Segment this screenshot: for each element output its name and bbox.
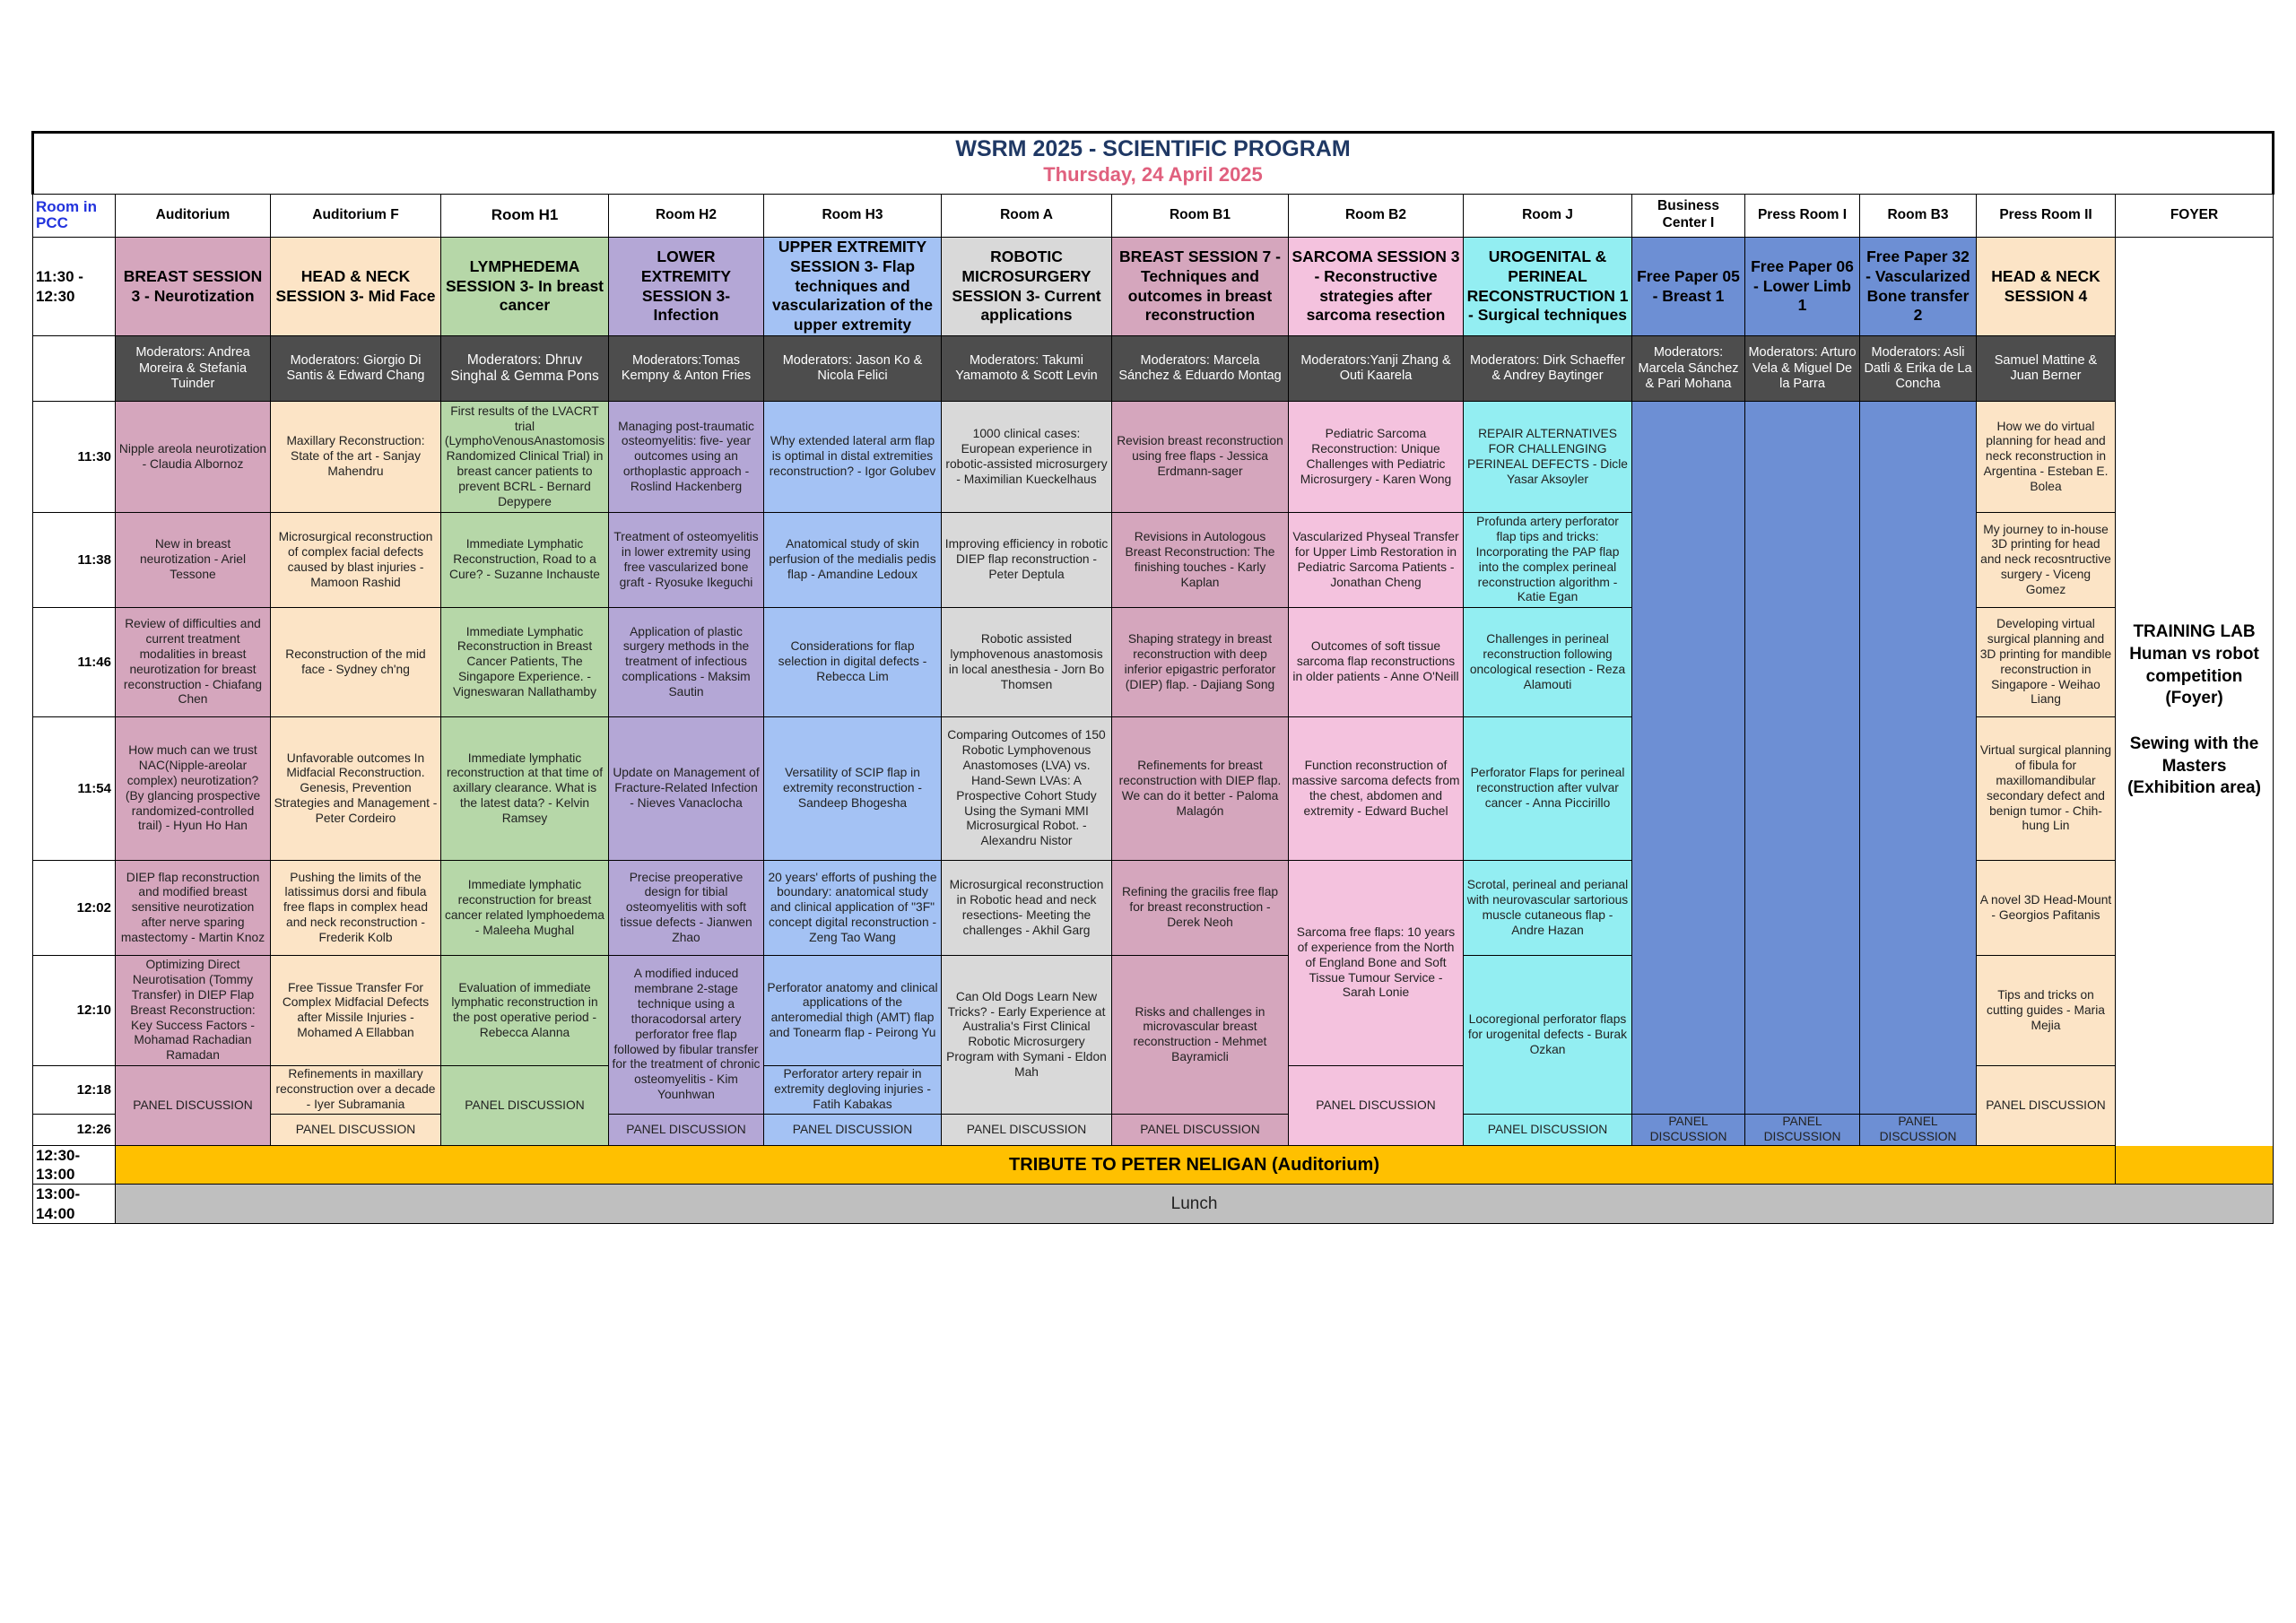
slot-time: 11:30 - 12:30 [33,237,116,335]
time-label: 12:26 [33,1115,116,1146]
talk: Virtual surgical planning of fibula for maxillomandibular secondary defect and benign tumor - Chih-hung Lin [1977,717,2116,861]
session-title: LYMPHEDEMA SESSION 3- In breast cancer [441,237,609,335]
time-label: 12:18 [33,1066,116,1115]
talk: Optimizing Direct Neurotisation (Tommy Transfer) in DIEP Flap Breast Reconstruction: Key Success Factors - Mohamad Rachadian Ramadan [116,956,271,1066]
room-h2: Room H2 [609,194,764,237]
room-foyer: FOYER [2116,194,2274,237]
time-label: 12:10 [33,956,116,1066]
talk: Evaluation of immediate lymphatic reconstruction in the post operative period - Rebecca Alanna [441,956,609,1066]
talk: Challenges in perineal reconstruction following oncological resection - Reza Alamouti [1464,608,1632,717]
talk: Managing post-traumatic osteomyelitis: five- year outcomes using an orthoplastic approach - Roslind Hackenberg [609,402,764,513]
talk: Free Tissue Transfer For Complex Midfacial Defects after Missile Injuries - Mohamed A Ellabban [271,956,441,1066]
free-paper-block [1745,402,1860,1115]
panel-discussion: PANEL DISCUSSION [1745,1115,1860,1146]
session-title: LOWER EXTREMITY SESSION 3- Infection [609,237,764,335]
program-sheet [31,131,2272,1224]
time-label: 11:54 [33,717,116,861]
panel-discussion: PANEL DISCUSSION [764,1115,942,1146]
session-title: UPPER EXTREMITY SESSION 3- Flap techniques and vascularization of the upper extremity [764,237,942,335]
panel-discussion: PANEL DISCUSSION [441,1066,609,1146]
talk: Shaping strategy in breast reconstruction with deep inferior epigastric perforator (DIEP) flap. - Dajiang Song [1112,608,1289,717]
talk: Perforator Flaps for perineal reconstruction after vulvar cancer - Anna Piccirillo [1464,717,1632,861]
room-b3: Room B3 [1860,194,1977,237]
talk: Outcomes of soft tissue sarcoma flap reconstructions in older patients - Anne O'Neill [1289,608,1464,717]
talk: Versatility of SCIP flap in extremity reconstruction - Sandeep Bhogesha [764,717,942,861]
talk: Improving efficiency in robotic DIEP flap reconstruction - Peter Deptula [942,513,1112,608]
moderators: Moderators: Marcela Sánchez & Pari Mohana [1632,336,1745,402]
talk: Microsurgical reconstruction in Robotic head and neck resections- Meeting the challenges - Akhil Garg [942,861,1112,956]
room-b2: Room B2 [1289,194,1464,237]
talk: Can Old Dogs Learn New Tricks? - Early Experience at Australia's First Clinical Robotic Microsurgery Program with Symani - Eldon Mah [942,956,1112,1115]
panel-discussion: PANEL DISCUSSION [609,1115,764,1146]
time-label: 11:30 [33,402,116,513]
session-title: Free Paper 05 - Breast 1 [1632,237,1745,335]
moderators: Moderators:Yanji Zhang & Outi Kaarela [1289,336,1464,402]
foyer-training-lab: TRAINING LAB Human vs robot competition (Foyer) Sewing with the Masters (Exhibition area) [2116,237,2274,1185]
session-title: SARCOMA SESSION 3 - Reconstructive strategies after sarcoma resection [1289,237,1464,335]
panel-discussion: PANEL DISCUSSION [1860,1115,1977,1146]
panel-discussion: PANEL DISCUSSION [116,1066,271,1146]
talk: Unfavorable outcomes In Midfacial Reconstruction. Genesis, Prevention Strategies and Management - Peter Cordeiro [271,717,441,861]
page-date: Thursday, 24 April 2025 [1043,162,1263,186]
talk: Risks and challenges in microvascular breast reconstruction - Mehmet Bayramicli [1112,956,1289,1115]
talk: Pushing the limits of the latissimus dorsi and fibula free flaps in complex head and neck reconstruction - Frederik Kolb [271,861,441,956]
talk: Developing virtual surgical planning and 3D printing for mandible reconstruction in Singapore - Weihao Liang [1977,608,2116,717]
talk: Sarcoma free flaps: 10 years of experience from the North of England Bone and Soft Tissue Tumour Service - Sarah Lonie [1289,861,1464,1066]
moderators-label [33,336,116,402]
talk: Microsurgical reconstruction of complex facial defects caused by blast injuries - Mamoon Rashid [271,513,441,608]
talk: Refinements for breast reconstruction with DIEP flap. We can do it better - Paloma Malagón [1112,717,1289,861]
talk: 20 years' efforts of pushing the boundary: anatomical study and clinical application of "3F" concept digital reconstruction - Zeng Tao Wang [764,861,942,956]
moderators: Moderators: Arturo Vela & Miguel De la Parra [1745,336,1860,402]
talk: Immediate lymphatic reconstruction for breast cancer related lymphoedema - Maleeha Mughal [441,861,609,956]
talk: Refinements in maxillary reconstruction over a decade - Iyer Subramania [271,1066,441,1115]
talk: My journey to in-house 3D printing for head and neck recosntructive surgery - Viceng Gomez [1977,513,2116,608]
talk: Robotic assisted lymphovenous anastomosis in local anesthesia - Jorn Bo Thomsen [942,608,1112,717]
talk: Comparing Outcomes of 150 Robotic Lymphovenous Anastomoses (LVA) vs. Hand-Sewn LVAs: A Prospective Cohort Study Using the Symani MMI Microsurgical Robot. - Alexandru Nistor [942,717,1112,861]
session-title: HEAD & NECK SESSION 4 [1977,237,2116,335]
moderators: Moderators: Marcela Sánchez & Eduardo Montag [1112,336,1289,402]
talk: How much can we trust NAC(Nipple-areolar complex) neurotization? (By glancing prospective randomized-controlled trail) - Hyun Ho Han [116,717,271,861]
moderators: Moderators:Tomas Kempny & Anton Fries [609,336,764,402]
talk: Refining the gracilis free flap for breast reconstruction - Derek Neoh [1112,861,1289,956]
room-business-center: Business Center I [1632,194,1745,237]
free-paper-block [1632,402,1745,1115]
moderators: Moderators: Andrea Moreira & Stefania Tuinder [116,336,271,402]
session-title: Free Paper 32 - Vascularized Bone transfer 2 [1860,237,1977,335]
talk: Revision breast reconstruction using free flaps - Jessica Erdmann-sager [1112,402,1289,513]
room-press-ii: Press Room II [1977,194,2116,237]
schedule-table [31,131,2274,1224]
tribute-time: 12:30- 13:00 [33,1145,116,1185]
talk: Tips and tricks on cutting guides - Maria Mejia [1977,956,2116,1066]
talk: New in breast neurotization - Ariel Tessone [116,513,271,608]
panel-discussion: PANEL DISCUSSION [1112,1115,1289,1146]
session-title: ROBOTIC MICROSURGERY SESSION 3- Current applications [942,237,1112,335]
moderators: Moderators: Asli Datli & Erika de La Concha [1860,336,1977,402]
talk: Revisions in Autologous Breast Reconstruction: The finishing touches - Karly Kaplan [1112,513,1289,608]
talk: A novel 3D Head-Mount - Georgios Pafitanis [1977,861,2116,956]
tribute-banner: TRIBUTE TO PETER NELIGAN (Auditorium) [116,1145,2274,1185]
session-title: HEAD & NECK SESSION 3- Mid Face [271,237,441,335]
talk: Nipple areola neurotization - Claudia Albornoz [116,402,271,513]
room-auditorium: Auditorium [116,194,271,237]
moderators: Moderators: Takumi Yamamoto & Scott Levin [942,336,1112,402]
panel-discussion: PANEL DISCUSSION [1289,1066,1464,1146]
talk: Function reconstruction of massive sarcoma defects from the chest, abdomen and extremity - Edward Buchel [1289,717,1464,861]
lunch-time: 13:00- 14:00 [33,1185,116,1224]
talk: Perforator artery repair in extremity degloving injuries - Fatih Kabakas [764,1066,942,1115]
talk: First results of the LVACRT trial (LymphoVenousAnastomosis Randomized Clinical Trial) in breast cancer patients to prevent BCRL - Bernard Depypere [441,402,609,513]
talk: Maxillary Reconstruction: State of the art - Sanjay Mahendru [271,402,441,513]
talk: Precise preoperative design for tibial osteomyelitis with soft tissue defects - Jianwen Zhao [609,861,764,956]
time-label: 12:02 [33,861,116,956]
talk: Immediate Lymphatic Reconstruction in Breast Cancer Patients, The Singapore Experience. - Vigneswaran Nallathamby [441,608,609,717]
talk: A modified induced membrane 2-stage technique using a thoracodorsal artery perforator free flap followed by fibular transfer for the treatment of chronic osteomyelitis - Kim Younhwan [609,956,764,1115]
lunch-banner: Lunch [116,1185,2274,1224]
talk: Perforator anatomy and clinical applications of the anteromedial thigh (AMT) flap and Tonearm flap - Peirong Yu [764,956,942,1066]
panel-discussion: PANEL DISCUSSION [1977,1066,2116,1146]
room-b1: Room B1 [1112,194,1289,237]
moderators: Samuel Mattine & Juan Berner [1977,336,2116,402]
talk: Review of difficulties and current treatment modalities in breast neurotization for breast reconstruction - Chiafang Chen [116,608,271,717]
talk: Pediatric Sarcoma Reconstruction: Unique Challenges with Pediatric Microsurgery - Karen Wong [1289,402,1464,513]
room-a: Room A [942,194,1112,237]
moderators: Moderators: Dirk Schaeffer & Andrey Baytinger [1464,336,1632,402]
talk: Why extended lateral arm flap is optimal in distal extremities reconstruction? - Igor Golubev [764,402,942,513]
session-title: Free Paper 06 - Lower Limb 1 [1745,237,1860,335]
moderators: Moderators: Jason Ko & Nicola Felici [764,336,942,402]
session-title: UROGENITAL & PERINEAL RECONSTRUCTION 1 - Surgical techniques [1464,237,1632,335]
free-paper-block [1860,402,1977,1115]
talk: REPAIR ALTERNATIVES FOR CHALLENGING PERINEAL DEFECTS - Dicle Yasar Aksoyler [1464,402,1632,513]
talk: Scrotal, perineal and perianal with neurovascular sartorious muscle cutaneous flap - Andre Hazan [1464,861,1632,956]
talk: Vascularized Physeal Transfer for Upper Limb Restoration in Pediatric Sarcoma Patients - Jonathan Cheng [1289,513,1464,608]
panel-discussion: PANEL DISCUSSION [271,1115,441,1146]
talk: Anatomical study of skin perfusion of the medialis pedis flap - Amandine Ledoux [764,513,942,608]
panel-discussion: PANEL DISCUSSION [1464,1115,1632,1146]
talk: How we do virtual planning for head and neck reconstruction in Argentina - Esteban E. Bolea [1977,402,2116,513]
talk: 1000 clinical cases: European experience in robotic-assisted microsurgery - Maximilian Kueckelhaus [942,402,1112,513]
talk: Profunda artery perforator flap tips and tricks: Incorporating the PAP flap into the complex perineal reconstruction algorithm - Katie Egan [1464,513,1632,608]
panel-discussion: PANEL DISCUSSION [942,1115,1112,1146]
talk: DIEP flap reconstruction and modified breast sensitive neurotization after nerve sparing mastectomy - Martin Knoz [116,861,271,956]
talk: Application of plastic surgery methods in the treatment of infectious complications - Maksim Sautin [609,608,764,717]
moderators: Moderators: Dhruv Singhal & Gemma Pons [441,336,609,402]
talk: Update on Management of Fracture-Related Infection - Nieves Vanaclocha [609,717,764,861]
room-label: Room in PCC [33,194,116,237]
page-title: WSRM 2025 - SCIENTIFIC PROGRAM [955,136,1351,161]
talk: Reconstruction of the mid face - Sydney ch'ng [271,608,441,717]
title-cell [33,133,2274,187]
talk: Treatment of osteomyelitis in lower extremity using free vascularized bone graft - Ryosuke Ikeguchi [609,513,764,608]
title-spacer [33,187,2274,194]
talk: Immediate Lymphatic Reconstruction, Road to a Cure? - Suzanne Inchauste [441,513,609,608]
room-press-i: Press Room I [1745,194,1860,237]
talk: Considerations for flap selection in digital defects - Rebecca Lim [764,608,942,717]
talk: Locoregional perforator flaps for urogenital defects - Burak Ozkan [1464,956,1632,1115]
room-h3: Room H3 [764,194,942,237]
time-label: 11:46 [33,608,116,717]
session-title: BREAST SESSION 3 - Neurotization [116,237,271,335]
session-title: BREAST SESSION 7 - Techniques and outcomes in breast reconstruction [1112,237,1289,335]
room-j: Room J [1464,194,1632,237]
room-auditorium-f: Auditorium F [271,194,441,237]
moderators: Moderators: Giorgio Di Santis & Edward Chang [271,336,441,402]
room-h1: Room H1 [441,194,609,237]
time-label: 11:38 [33,513,116,608]
panel-discussion: PANEL DISCUSSION [1632,1115,1745,1146]
talk: Immediate lymphatic reconstruction at that time of axillary clearance. What is the latest data? - Kelvin Ramsey [441,717,609,861]
